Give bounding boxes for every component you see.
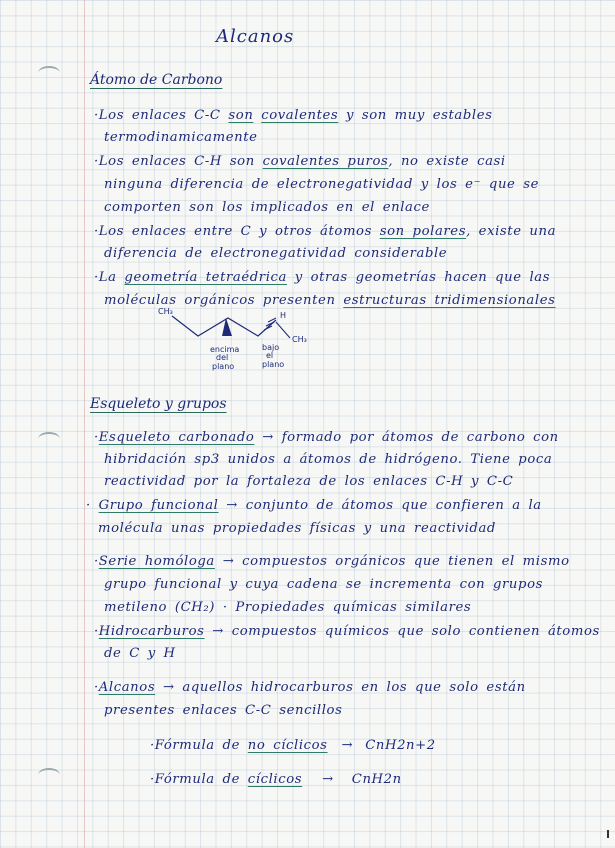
- label-bajo-3: plano: [262, 360, 285, 369]
- bullet-alcanos-line1: [94, 680, 526, 695]
- underlined-term: estructuras tridimensionales: [343, 293, 556, 308]
- text-span: → formado por átomos de carbono con: [254, 430, 559, 445]
- bullet-dot: ·: [94, 554, 99, 569]
- arrow: →: [341, 738, 354, 753]
- underlined-term: son: [228, 108, 254, 123]
- ch3-right-label: CH₃: [292, 335, 307, 344]
- underlined-term: covalentes: [261, 108, 339, 123]
- text-span: ·Los enlaces C-H son: [94, 154, 263, 169]
- text-span: → compuestos químicos que solo contienen átomos: [204, 624, 600, 639]
- bullet-grupo-line1: [86, 498, 542, 513]
- bullet-ch-line1: [94, 154, 506, 169]
- text-span: → conjunto de átomos que confieren a la: [218, 498, 542, 513]
- bullet-esqueleto-line3: reactividad por la fortaleza de los enlaces C-H y C-C: [104, 474, 514, 489]
- label-bajo-2: el: [266, 351, 274, 360]
- underlined-term: no cíclicos: [247, 738, 328, 753]
- bullet-dot: ·: [94, 624, 99, 639]
- bullet-hidrocarburos-line1: [94, 624, 600, 639]
- punch-hole-mark: [38, 432, 60, 446]
- text-span: ·Fórmula de: [150, 772, 248, 787]
- bond-to-ch3: [276, 322, 290, 338]
- bullet-ch-line2: ninguna diferencia de electronegatividad y los e⁻ que se: [104, 177, 540, 192]
- text-span: y son muy estables: [338, 108, 493, 123]
- bullet-grupo-line2: molécula unas propiedades físicas y una reactividad: [98, 521, 496, 536]
- section-heading-atomo-carbono: Átomo de Carbono: [90, 72, 223, 88]
- bullet-polares-line1: [94, 224, 556, 239]
- underlined-term: son polares: [379, 224, 467, 239]
- arrow: →: [322, 772, 334, 787]
- bullet-polares-line2: diferencia de electronegatividad considerable: [104, 246, 448, 261]
- text-span: ·Fórmula de: [150, 738, 248, 753]
- bullet-dot: ·: [86, 498, 91, 513]
- bullet-dot: ·: [94, 430, 99, 445]
- text-span: ·La: [94, 270, 125, 285]
- text-span: ·Los enlaces entre C y otros átomos: [94, 224, 380, 239]
- label-encima-3: plano: [212, 362, 235, 371]
- bullet-serie-line2: grupo funcional y cuya cadena se incrementa con grupos: [104, 577, 543, 592]
- underlined-term: Hidrocarburos: [98, 624, 205, 639]
- bullet-cc-line2: termodinamicamente: [104, 130, 258, 145]
- text-span: ·Los enlaces C-C: [94, 108, 229, 123]
- formula-text: CnH2n+2: [365, 738, 436, 753]
- underlined-term: Serie homóloga: [98, 554, 215, 569]
- page-title: Alcanos: [216, 26, 295, 47]
- text-span: → compuestos orgánicos que tienen el mismo: [214, 554, 570, 569]
- bullet-serie-line1: [94, 554, 570, 569]
- section-heading-esqueleto: Esqueleto y grupos: [90, 396, 227, 412]
- underlined-term: geometría tetraédrica: [124, 270, 287, 285]
- bullet-esqueleto-line1: [94, 430, 559, 445]
- bullet-geometria-line1: [94, 270, 550, 285]
- label-encima-1: encima: [210, 345, 240, 354]
- underlined-term: Alcanos: [98, 680, 156, 695]
- label-bajo-1: bajo: [262, 343, 280, 352]
- page-edge-mark: [607, 830, 609, 838]
- ch3-left-label: CH₃: [158, 307, 173, 316]
- text-span: , no existe casi: [388, 154, 506, 169]
- formula-text: CnH2n: [351, 772, 402, 787]
- bullet-alcanos-line2: presentes enlaces C-C sencillos: [104, 703, 343, 718]
- tetrahedral-molecule-sketch: [150, 306, 350, 378]
- punch-hole-mark: [38, 66, 60, 80]
- underlined-term: covalentes puros: [262, 154, 389, 169]
- formula-no-ciclicos: [150, 738, 436, 753]
- bullet-ch-line3: comporten son los implicados en el enlace: [104, 200, 430, 215]
- underlined-term: Esqueleto carbonado: [98, 430, 255, 445]
- bullet-cc-line1: [94, 108, 492, 123]
- text-span: y otras geometrías hacen que las: [286, 270, 551, 285]
- text-span: , existe una: [466, 224, 557, 239]
- punch-hole-mark: [38, 768, 60, 782]
- bullet-serie-line3: metileno (CH₂) · Propiedades químicas similares: [104, 600, 472, 615]
- text-span: moléculas orgánicos presenten: [104, 293, 344, 308]
- bullet-esqueleto-line2: hibridación sp3 unidos a átomos de hidrógeno. Tiene poca: [104, 452, 553, 467]
- bullet-hidrocarburos-line2: de C y H: [104, 646, 176, 661]
- underlined-term: Grupo funcional: [98, 498, 219, 513]
- h-label: H: [280, 311, 287, 320]
- label-encima-2: del: [216, 353, 229, 362]
- margin-line: [84, 0, 85, 848]
- text-span: → aquellos hidrocarburos en los que solo están: [155, 680, 526, 695]
- bullet-dot: ·: [94, 680, 99, 695]
- formula-ciclicos: [150, 772, 402, 787]
- underlined-term: cíclicos: [247, 772, 303, 787]
